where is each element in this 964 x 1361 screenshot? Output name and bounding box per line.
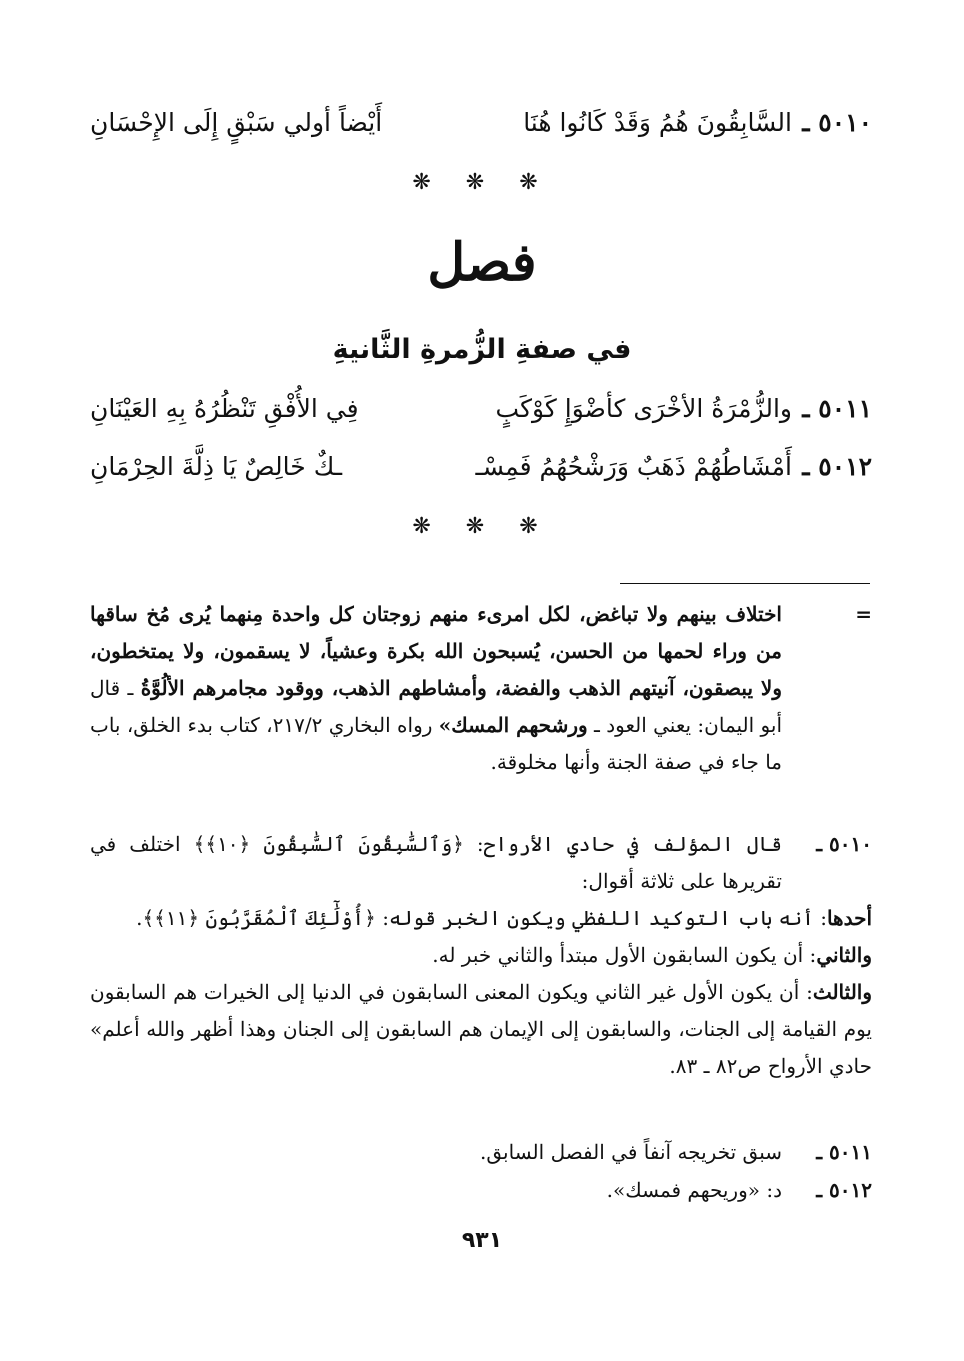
opinion-label: والثاني	[816, 943, 872, 967]
verse-5011	[90, 394, 872, 434]
footnote-5011	[90, 1134, 872, 1171]
footnote-text: د: «وريحهم فمسك».	[606, 1178, 782, 1202]
verse-first-hemistich: السَّابِقُونَ هُمُ وَقَدْ كَانُوا هُنَا	[523, 108, 792, 137]
opinion-text: : أن يكون السابقون الأول مبتدأ والثاني خبر له.	[432, 943, 817, 967]
footnote-text	[90, 596, 782, 781]
section-subtitle: في صفةِ الزُّمرةِ الثَّانيةِ	[332, 334, 632, 365]
source-reference: رواه البخاري ٢١٧/٢، كتاب بدء الخلق، باب ما جاء في صفة الجنة وأنها مخلوقة.	[89, 713, 782, 774]
verse-number: ٥٠١١ ـ	[802, 394, 872, 423]
narrator-note: ـ قال أبو اليمان: يعني العود ـ	[90, 676, 782, 737]
footnote-5012	[90, 1172, 872, 1209]
section-heading: فصل	[427, 232, 537, 293]
separator-stars: ❋ ❋ ❋	[412, 170, 552, 195]
footnote-divider	[620, 583, 870, 584]
footnote-number: ٥٠١٠ ـ	[816, 832, 872, 856]
footnote-continuation	[90, 596, 872, 781]
verse-second-hemistich: فِي الأُفْقِ تَنْظُرُهُ بِهِ العَيْنَانِ	[90, 394, 359, 423]
separator-stars: ❋ ❋ ❋	[412, 514, 552, 539]
footnote-text: سبق تخريجه آنفاً في الفصل السابق.	[480, 1140, 782, 1164]
verse-number: ٥٠١٢ ـ	[802, 452, 872, 481]
verse-first-hemistich: والزُّمْرَةُ الأخْرَى كأضْوَإِ كَوْكَبٍ	[495, 394, 792, 423]
hadith-text: اختلاف بينهم ولا تباغض، لكل امرىء منهم زوجتان كل واحدة مِنهما يُرى مُخ ساقها من وراء لحمها من الحسن، يُسبحون الله بكرة وعشياً، لا يسقمون، ولا يمتخطون، ولا يبصقون، آنيتهم الذهب والفضة، وأمشاطهم الذهب، ووقود مجامرهم الألُوَّةُ	[90, 602, 782, 700]
verse-5012	[90, 452, 872, 492]
verse-5010	[90, 108, 872, 148]
continuation-marker: =	[855, 602, 872, 626]
hadith-text-end: ورشحهم المسك»	[438, 713, 588, 737]
opinion-label: والثالث	[812, 980, 872, 1004]
footnote-intro: قال المؤلف في حادي الأرواح: ﴿وَٱلسَّٰبِقُونَ ٱلسَّٰبِقُونَ ﴿١٠﴾﴾ اختلف في تقريرها على ثلاثة أقوال:	[90, 832, 782, 893]
verse-number: ٥٠١٠ ـ	[802, 108, 872, 137]
verse-second-hemistich: ـكٌ خَالِصٌ يَا ذِلَّةَ الحِرْمَانِ	[90, 452, 343, 481]
opinion-second	[90, 937, 872, 974]
footnote-number: ٥٠١٢ ـ	[816, 1178, 872, 1202]
page-number: ٩٣١	[461, 1228, 503, 1253]
footnote-number: ٥٠١١ ـ	[816, 1140, 872, 1164]
verse-second-hemistich: أَيْضاً أولي سَبْقٍ إِلَى الإِحْسَانِ	[90, 108, 383, 137]
footnote-5010	[90, 826, 872, 1085]
opinion-third	[90, 974, 872, 1085]
opinion-text: : أن يكون الأول غير الثاني ويكون المعنى السابقون في الدنيا إلى الخيرات هم السابقون يوم القيامة إلى الجنات، والسابقون إلى الإيمان هم السابقون إلى الجنان وهذا أظهر والله أعلم» حادي الأرواح ص٨٢ ـ ٨٣.	[90, 980, 872, 1078]
verse-first-hemistich: أَمْشَاطُهُمْ ذَهَبٌ وَرَشْحُهُمُ فَمِسْـ	[475, 452, 792, 481]
opinion-text: : أنه باب التوكيد اللفظي ويكون الخبر قوله: ﴿أُوْلَٰٓئِكَ ٱلْمُقَرَّبُونَ ﴿١١﴾﴾.	[136, 906, 827, 930]
opinion-label: أحدها	[826, 906, 872, 930]
opinion-first	[90, 900, 872, 937]
